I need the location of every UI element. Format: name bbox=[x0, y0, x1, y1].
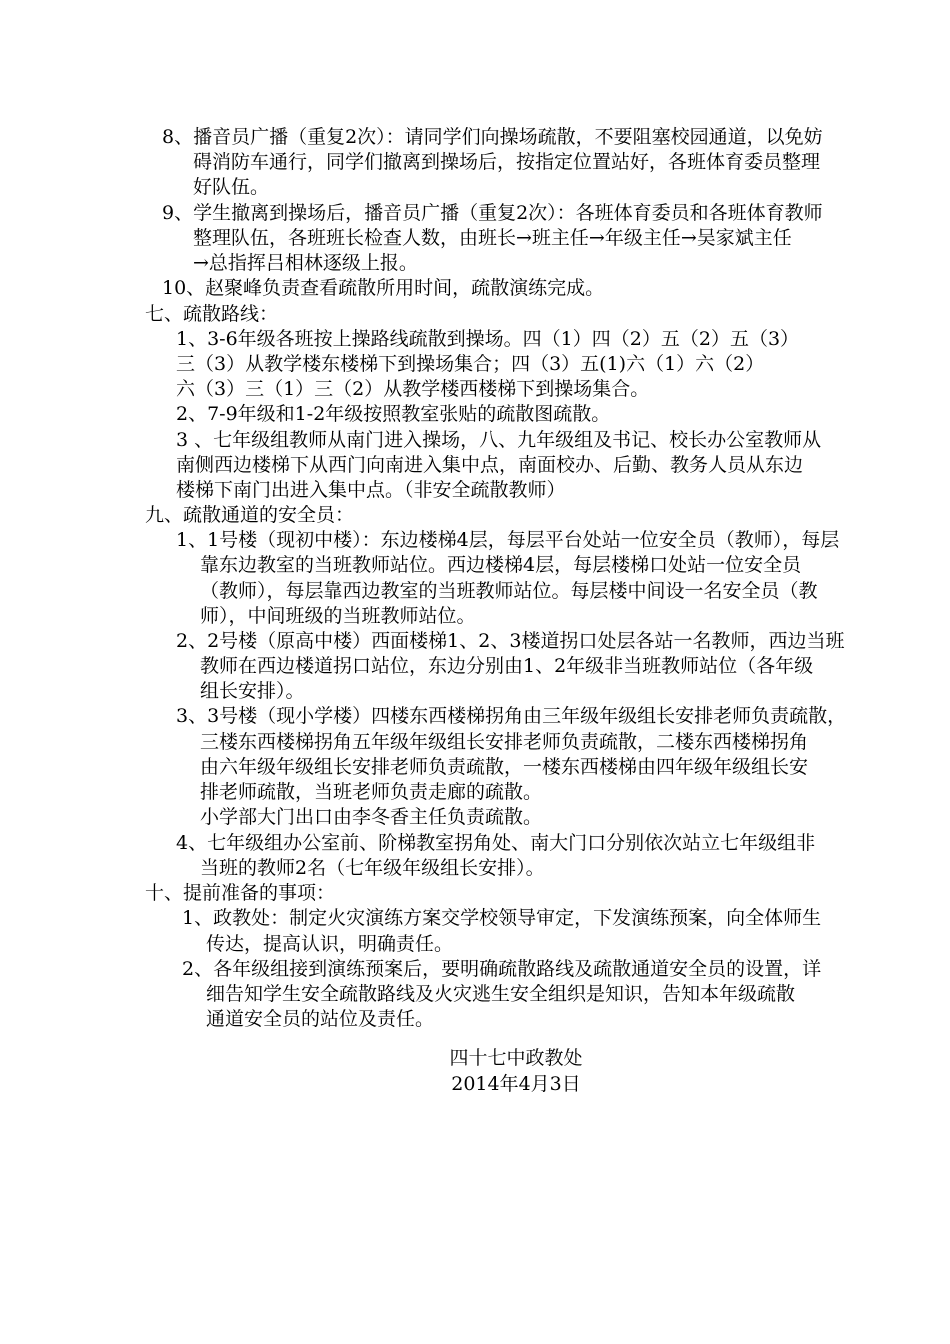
text-line: 2、2号楼（原高中楼）西面楼梯1、2、3楼道拐口处层各站一名教师，西边当班 bbox=[176, 630, 845, 652]
text-line: 组长安排）。 bbox=[200, 680, 305, 702]
text-line: 整理队伍，各班班长检查人数，由班长→班主任→年级主任→吴家斌主任 bbox=[193, 227, 792, 249]
text-line: 六（3）三（1）三（2）从教学楼西楼梯下到操场集合。 bbox=[176, 378, 650, 400]
text-line: 教师在西边楼道拐口站位，东边分别由1、2年级非当班教师站位（各年级 bbox=[200, 655, 814, 677]
text-line: 4、七年级组办公室前、阶梯教室拐角处、南大门口分别依次站立七年级组非 bbox=[176, 832, 816, 854]
text-line: 3 、七年级组教师从南门进入操场，八、九年级组及书记、校长办公室教师从 bbox=[176, 429, 822, 451]
text-line: 师），中间班级的当班教师站位。 bbox=[200, 605, 476, 627]
text-line: 1、3-6年级各班按上操路线疏散到操场。四（1）四（2）五（2）五（3） bbox=[176, 328, 800, 350]
text-line: 1、政教处：制定火灾演练方案交学校领导审定，下发演练预案，向全体师生 bbox=[182, 907, 822, 929]
text-line: 2、各年级组接到演练预案后，要明确疏散路线及疏散通道安全员的设置，详 bbox=[182, 958, 822, 980]
text-line: 由六年级年级组长安排老师负责疏散，一楼东西楼梯由四年级年级组长安 bbox=[200, 756, 809, 778]
text-line: 碍消防车通行，同学们撤离到操场后，按指定位置站好，各班体育委员整理 bbox=[193, 151, 821, 173]
text-line: 8、播音员广播（重复2次）：请同学们向操场疏散，不要阻塞校园通道，以免妨 bbox=[162, 126, 823, 148]
text-line: 传达，提高认识，明确责任。 bbox=[206, 933, 454, 955]
text-line: 三楼东西楼梯拐角五年级年级组长安排老师负责疏散，二楼东西楼梯拐角 bbox=[200, 731, 809, 753]
text-line: 小学部大门出口由李冬香主任负责疏散。 bbox=[200, 806, 543, 828]
text-line: 九、疏散通道的安全员： bbox=[145, 504, 355, 526]
text-line: 十、提前准备的事项： bbox=[145, 882, 336, 904]
text-line: 靠东边教室的当班教师站位。西边楼梯4层，每层楼梯口处站一位安全员 bbox=[200, 554, 802, 576]
text-line: 好队伍。 bbox=[193, 176, 270, 198]
text-line: 2、7-9年级和1-2年级按照教室张贴的疏散图疏散。 bbox=[176, 403, 611, 425]
text-line: 3、3号楼（现小学楼）四楼东西楼梯拐角由三年级年级组长安排老师负责疏散， bbox=[176, 705, 847, 727]
text-line: 三（3）从教学楼东楼梯下到操场集合；四（3）五(1)六（1）六（2） bbox=[176, 353, 765, 375]
text-line: 细告知学生安全疏散路线及火灾逃生安全组织是知识，告知本年级疏散 bbox=[206, 983, 796, 1005]
signature-date: 2014年4月3日 bbox=[451, 1073, 581, 1095]
text-line: 楼梯下南门出进入集中点。（非安全疏散教师） bbox=[176, 479, 566, 501]
text-line: 10、赵聚峰负责查看疏散所用时间，疏散演练完成。 bbox=[162, 277, 605, 299]
text-line: 通道安全员的站位及责任。 bbox=[206, 1008, 435, 1030]
text-line: →总指挥吕相林逐级上报。 bbox=[193, 252, 418, 274]
text-line: 当班的教师2名（七年级年级组长安排）。 bbox=[200, 857, 545, 879]
text-line: 排老师疏散，当班老师负责走廊的疏散。 bbox=[200, 781, 543, 803]
text-line: 1、1号楼（现初中楼）：东边楼梯4层，每层平台处站一位安全员（教师），每层 bbox=[176, 529, 840, 551]
text-line: 9、学生撤离到操场后，播音员广播（重复2次）：各班体育委员和各班体育教师 bbox=[162, 202, 823, 224]
signature-org: 四十七中政教处 bbox=[449, 1047, 583, 1069]
text-line: （教师），每层靠西边教室的当班教师站位。每层楼中间设一名安全员（教 bbox=[200, 580, 818, 602]
text-line: 南侧西边楼梯下从西门向南进入集中点，南面校办、后勤、教务人员从东边 bbox=[176, 454, 804, 476]
text-line: 七、疏散路线： bbox=[145, 303, 279, 325]
